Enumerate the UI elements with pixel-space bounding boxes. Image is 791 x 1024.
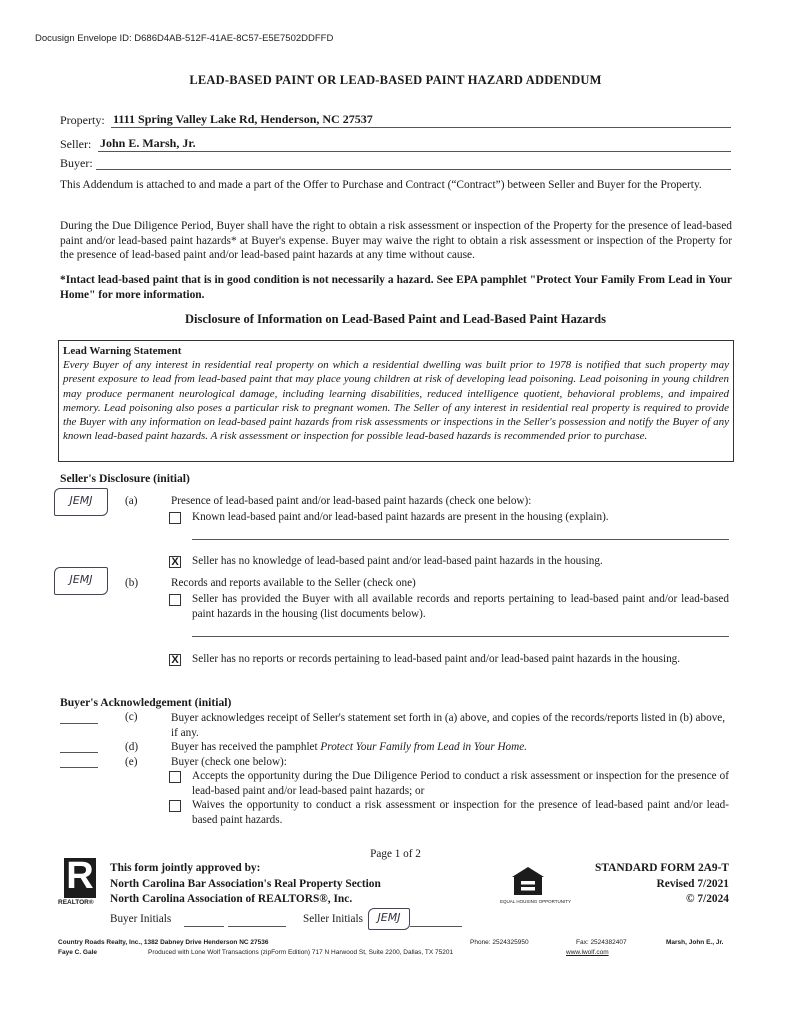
option-known-hazards: Known lead-based paint and/or lead-based paint hazards are present in the housing (explain). <box>192 511 609 523</box>
explain-line <box>192 539 729 540</box>
buyer-line <box>96 169 731 170</box>
item-a-label: (a) <box>125 495 138 507</box>
seller-initials-a[interactable] <box>54 488 108 516</box>
item-c-text: Buyer acknowledges receipt of Seller's statement set forth in (a) above, and copies of the records/reports listed in (b) above, if any. <box>171 712 726 739</box>
item-d-label: (d) <box>125 741 139 753</box>
option-records-provided: Seller has provided the Buyer with all available records and reports pertaining to lead-based paint and/or lead-based paint hazards in the housing (list documents below). <box>192 593 729 620</box>
lwolf-link[interactable]: www.lwolf.com <box>566 949 609 956</box>
checkbox-no-knowledge[interactable]: X <box>169 556 181 568</box>
seller-initials-b-text: JEMJ <box>69 573 93 586</box>
item-b-label: (b) <box>125 577 139 589</box>
buyer-initials-e-line[interactable] <box>60 767 98 768</box>
checkbox-no-records[interactable]: X <box>169 654 181 666</box>
due-diligence-paragraph: During the Due Diligence Period, Buyer shall have the right to obtain a risk assessment or inspection of the Property for the presence of lead-based paint and/or lead-based paint hazards* at Buyer's expense. Buyer may waive the right to obtain a risk assessment or inspection of the Property for the presence of lead-based paint and/or lead-based paint hazards at any time without cause. <box>60 220 732 261</box>
intro-paragraph: This Addendum is attached to and made a part of the Offer to Purchase and Contract (“Contract”) between Seller and Buyer for the Property. <box>60 179 702 191</box>
broker-line: Country Roads Realty, Inc., 1382 Dabney Drive Henderson NC 27536 <box>58 939 269 946</box>
lead-warning-title: Lead Warning Statement <box>63 345 182 357</box>
lead-warning-box <box>58 340 734 462</box>
buyer-initials-line-1[interactable] <box>184 926 224 927</box>
document-title: LEAD-BASED PAINT OR LEAD-BASED PAINT HAZARD ADDENDUM <box>189 73 602 87</box>
seller-line <box>98 151 731 152</box>
produced-with: Produced with Lone Wolf Transactions (zipForm Edition) 717 N Harwood St, Suite 2200, Dallas, TX 75201 <box>148 949 454 956</box>
equal-housing-icon <box>508 865 548 897</box>
item-b-text: Records and reports available to the Seller (check one) <box>171 577 416 589</box>
equal-housing-text: EQUAL HOUSING OPPORTUNITY <box>500 899 572 904</box>
realtor-word: REALTOR® <box>58 899 94 906</box>
form-number: STANDARD FORM 2A9-T <box>595 862 729 874</box>
seller-initials-a-text: JEMJ <box>69 494 93 507</box>
option-waives: Waives the opportunity to conduct a risk assessment or inspection for the presence of lead-based paint and/or lead-based paint hazards. <box>192 799 729 826</box>
checkbox-records-provided[interactable] <box>169 594 181 606</box>
checkbox-waives[interactable] <box>169 800 181 812</box>
item-e-label: (e) <box>125 756 138 768</box>
lead-warning-body: Every Buyer of any interest in residential real property on which a residential dwelling was built prior to 1978 is notified that such property may present exposure to lead from lead-based paint that may place young children at risk of developing lead poisoning. Lead poisoning in young children may produce permanent neurological damage, including learning disabilities, reduced intelligence quotient, behavioral problems, and impaired memory. Lead poisoning also poses a particular risk to pregnant women. The Seller of any interest in residential real property is required to provide the Buyer with any information on lead-based paint hazards from risk assessments or inspections in the Seller's possession and notify the Buyer of any known lead-based paint hazards. A risk assessment or inspection for possible lead-based hazards is recommended prior to purchase. <box>63 359 729 443</box>
approved-realtors: North Carolina Association of REALTORS®, Inc. <box>110 893 353 905</box>
property-label: Property: <box>60 113 105 127</box>
property-value[interactable]: 1111 Spring Valley Lake Rd, Henderson, NC 27537 <box>113 112 373 126</box>
seller-disclosure-heading: Seller's Disclosure (initial) <box>60 472 190 485</box>
documents-line <box>192 636 729 637</box>
approved-bar-association: North Carolina Bar Association's Real Property Section <box>110 878 381 890</box>
buyer-initials-c-line[interactable] <box>60 723 98 724</box>
seller-initials-line-2[interactable] <box>410 926 462 927</box>
seller-initials-b[interactable] <box>54 567 108 595</box>
realtor-logo: R <box>64 858 96 898</box>
item-a-text: Presence of lead-based paint and/or lead-based paint hazards (check one below): <box>171 495 532 507</box>
fax: Fax: 2524382407 <box>576 939 627 946</box>
revised-date: Revised 7/2021 <box>656 878 729 890</box>
buyer-acknowledgement-heading: Buyer's Acknowledgement (initial) <box>60 696 232 709</box>
page-number: Page 1 of 2 <box>370 848 421 860</box>
checkbox-accepts[interactable] <box>169 771 181 783</box>
disclosure-heading: Disclosure of Information on Lead-Based Paint and Lead-Based Paint Hazards <box>185 312 606 326</box>
approved-by: This form jointly approved by: <box>110 862 261 874</box>
checkbox-known-hazards[interactable] <box>169 512 181 524</box>
client-name: Marsh, John E., Jr. <box>666 939 724 946</box>
property-line <box>111 127 731 128</box>
seller-label: Seller: <box>60 137 92 151</box>
envelope-id: Docusign Envelope ID: D686D4AB-512F-41AE-8C57-E5E7502DDFFD <box>35 33 334 44</box>
item-d-text: Buyer has received the pamphlet Protect Your Family from Lead in Your Home. <box>171 741 527 753</box>
seller-initials-label: Seller Initials <box>303 913 363 925</box>
option-no-knowledge: Seller has no knowledge of lead-based paint and/or lead-based paint hazards in the housing. <box>192 555 603 567</box>
buyer-label: Buyer: <box>60 156 93 170</box>
option-no-records: Seller has no reports or records pertaining to lead-based paint and/or lead-based paint hazards in the housing. <box>192 653 681 665</box>
phone: Phone: 2524325950 <box>470 939 529 946</box>
buyer-initials-line-2[interactable] <box>228 926 286 927</box>
option-accepts: Accepts the opportunity during the Due Diligence Period to conduct a risk assessment or inspection for the presence of lead-based paint and/or lead-based paint hazards; or <box>192 770 729 797</box>
buyer-initials-label: Buyer Initials <box>110 913 172 925</box>
item-e-text: Buyer (check one below): <box>171 756 287 768</box>
seller-value[interactable]: John E. Marsh, Jr. <box>100 136 196 150</box>
item-c-label: (c) <box>125 711 138 723</box>
seller-initials-footer-text: JEMJ <box>377 911 401 924</box>
copyright-date: © 7/2024 <box>686 893 729 905</box>
buyer-initials-d-line[interactable] <box>60 752 98 753</box>
seller-initials-footer[interactable] <box>368 908 410 930</box>
agent-name: Faye C. Gale <box>58 949 98 956</box>
intact-paint-note: *Intact lead-based paint that is in good condition is not necessarily a hazard. See EPA pamphlet "Protect Your Family From Lead in Your Home" for more information. <box>60 274 732 301</box>
